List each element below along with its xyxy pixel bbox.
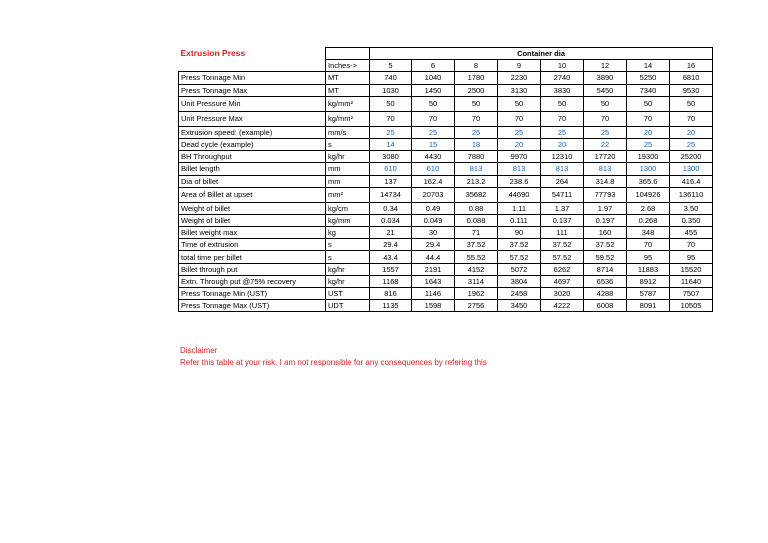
value-cell: 2230: [498, 72, 541, 84]
value-cell: 1300: [670, 163, 713, 175]
size-header-cell: 8: [455, 60, 498, 72]
value-cell: 19300: [627, 151, 670, 163]
row-label: Dia of billet: [179, 175, 326, 187]
table-row: [179, 175, 713, 187]
value-cell: 264: [541, 175, 584, 187]
value-cell: 70: [498, 111, 541, 126]
value-cell: 0.350: [670, 214, 713, 226]
value-cell: 10505: [670, 300, 713, 312]
value-cell: 136110: [670, 187, 713, 202]
value-cell: 3804: [498, 275, 541, 287]
value-cell: 8912: [627, 275, 670, 287]
row-unit: s: [326, 138, 370, 150]
value-cell: 813: [584, 163, 627, 175]
row-unit: s: [326, 239, 370, 251]
value-cell: 3114: [455, 275, 498, 287]
value-cell: 7507: [670, 288, 713, 300]
value-cell: 20: [498, 138, 541, 150]
value-cell: 15: [412, 138, 455, 150]
value-cell: 160: [584, 227, 627, 239]
table-row: [179, 126, 713, 138]
value-cell: 162.4: [412, 175, 455, 187]
value-cell: 95: [670, 251, 713, 263]
value-cell: 0.34: [370, 202, 412, 214]
value-cell: 21: [370, 227, 412, 239]
value-cell: 44690: [498, 187, 541, 202]
table-row: [179, 111, 713, 126]
row-label: Press Tonnage Min (UST): [179, 288, 326, 300]
value-cell: 43.4: [370, 251, 412, 263]
value-cell: 5250: [627, 72, 670, 84]
row-label: Unit Pressure Min: [179, 96, 326, 111]
table-title-cell: [179, 48, 326, 60]
row-label: Press Tonnage Min: [179, 72, 326, 84]
value-cell: 610: [370, 163, 412, 175]
row-unit: kg/hr: [326, 151, 370, 163]
value-cell: 104926: [627, 187, 670, 202]
row-unit: mm: [326, 175, 370, 187]
value-cell: 50: [541, 96, 584, 111]
value-cell: 15520: [670, 263, 713, 275]
table-row: [179, 84, 713, 96]
value-cell: 57.52: [498, 251, 541, 263]
value-cell: 95: [627, 251, 670, 263]
value-cell: 25: [584, 126, 627, 138]
value-cell: 1598: [412, 300, 455, 312]
value-cell: 1168: [370, 275, 412, 287]
row-label: Press Tonnage Max (UST): [179, 300, 326, 312]
table-body: [179, 48, 713, 312]
value-cell: 9530: [670, 84, 713, 96]
value-cell: 70: [455, 111, 498, 126]
row-unit: MT: [326, 72, 370, 84]
value-cell: 4222: [541, 300, 584, 312]
value-cell: 4288: [584, 288, 627, 300]
value-cell: 50: [455, 96, 498, 111]
value-cell: 17720: [584, 151, 627, 163]
value-cell: 0.034: [370, 214, 412, 226]
row-label: Billet length: [179, 163, 326, 175]
value-cell: 0.137: [541, 214, 584, 226]
row-label: Extrusion speed: (example): [179, 126, 326, 138]
value-cell: 8091: [627, 300, 670, 312]
value-cell: 348: [627, 227, 670, 239]
value-cell: 70: [412, 111, 455, 126]
value-cell: 5450: [584, 84, 627, 96]
header-blank-cell: [326, 48, 370, 60]
table-row: [179, 300, 713, 312]
table-row: [179, 288, 713, 300]
value-cell: 0.111: [498, 214, 541, 226]
size-header-cell: 16: [670, 60, 713, 72]
value-cell: 1557: [370, 263, 412, 275]
value-cell: 213.2: [455, 175, 498, 187]
value-cell: 2.68: [627, 202, 670, 214]
value-cell: 3080: [370, 151, 412, 163]
row-unit: mm: [326, 163, 370, 175]
container-dia-label: Container dia: [517, 49, 565, 59]
table-title: Extrusion Press: [180, 48, 246, 59]
disclaimer-block: [180, 345, 487, 369]
value-cell: 59.52: [584, 251, 627, 263]
value-cell: 50: [584, 96, 627, 111]
value-cell: 70: [584, 111, 627, 126]
value-cell: 77793: [584, 187, 627, 202]
value-cell: 1962: [455, 288, 498, 300]
value-cell: 20: [670, 126, 713, 138]
value-cell: 50: [498, 96, 541, 111]
value-cell: 11640: [670, 275, 713, 287]
value-cell: 4152: [455, 263, 498, 275]
value-cell: 1146: [412, 288, 455, 300]
value-cell: 0.88: [455, 202, 498, 214]
value-cell: 1.97: [584, 202, 627, 214]
size-header-cell: 10: [541, 60, 584, 72]
row-unit: kg/mm: [326, 214, 370, 226]
value-cell: 2458: [498, 288, 541, 300]
row-label: Area of Billet at upset: [179, 187, 326, 202]
value-cell: 3890: [584, 72, 627, 84]
value-cell: 6536: [584, 275, 627, 287]
table-row: [179, 239, 713, 251]
table-row: [179, 151, 713, 163]
row-unit: UST: [326, 288, 370, 300]
value-cell: 18: [455, 138, 498, 150]
row-unit: kg/mm²: [326, 111, 370, 126]
value-cell: 20703: [412, 187, 455, 202]
row-label: Weight of billet: [179, 202, 326, 214]
value-cell: 816: [370, 288, 412, 300]
container-dia-header: [370, 48, 713, 60]
row-label: Press Tonnage Max: [179, 84, 326, 96]
value-cell: 0.49: [412, 202, 455, 214]
row-unit: kg/cm: [326, 202, 370, 214]
value-cell: 70: [670, 111, 713, 126]
value-cell: 50: [670, 96, 713, 111]
units-label-cell: [326, 60, 370, 72]
value-cell: 3130: [498, 84, 541, 96]
row-label: Billet weight max: [179, 227, 326, 239]
value-cell: 14734: [370, 187, 412, 202]
row-label: Dead cycle (example): [179, 138, 326, 150]
size-header-cell: 6: [412, 60, 455, 72]
value-cell: 50: [370, 96, 412, 111]
value-cell: 12310: [541, 151, 584, 163]
row-unit: kg/hr: [326, 275, 370, 287]
value-cell: 25: [670, 138, 713, 150]
header-empty-cell: [179, 60, 326, 72]
value-cell: 3020: [541, 288, 584, 300]
table-row: [179, 138, 713, 150]
value-cell: 2191: [412, 263, 455, 275]
header-group-row: [179, 48, 713, 60]
value-cell: 3450: [498, 300, 541, 312]
value-cell: 8714: [584, 263, 627, 275]
value-cell: 455: [670, 227, 713, 239]
value-cell: 1135: [370, 300, 412, 312]
value-cell: 1030: [370, 84, 412, 96]
row-label: Time of extrusion: [179, 239, 326, 251]
row-unit: mm/s: [326, 126, 370, 138]
value-cell: 25: [541, 126, 584, 138]
value-cell: 4430: [412, 151, 455, 163]
value-cell: 813: [498, 163, 541, 175]
value-cell: 70: [627, 111, 670, 126]
value-cell: 50: [627, 96, 670, 111]
table-row: [179, 227, 713, 239]
value-cell: 2756: [455, 300, 498, 312]
value-cell: 314.8: [584, 175, 627, 187]
value-cell: 238.6: [498, 175, 541, 187]
value-cell: 0.197: [584, 214, 627, 226]
size-header-cell: 12: [584, 60, 627, 72]
value-cell: 365.6: [627, 175, 670, 187]
value-cell: 29.4: [412, 239, 455, 251]
value-cell: 1300: [627, 163, 670, 175]
value-cell: 37.52: [455, 239, 498, 251]
value-cell: 416.4: [670, 175, 713, 187]
value-cell: 37.52: [541, 239, 584, 251]
table-row: [179, 202, 713, 214]
row-unit: kg: [326, 227, 370, 239]
value-cell: 9970: [498, 151, 541, 163]
table-row: [179, 72, 713, 84]
value-cell: 25: [455, 126, 498, 138]
value-cell: 70: [627, 239, 670, 251]
row-label: Billet through put: [179, 263, 326, 275]
value-cell: 740: [370, 72, 412, 84]
value-cell: 70: [670, 239, 713, 251]
value-cell: 610: [412, 163, 455, 175]
value-cell: 37.52: [498, 239, 541, 251]
value-cell: 3830: [541, 84, 584, 96]
value-cell: 20: [541, 138, 584, 150]
disclaimer-heading: Disclaimer: [180, 346, 218, 355]
value-cell: 4697: [541, 275, 584, 287]
value-cell: 14: [370, 138, 412, 150]
table-row: [179, 96, 713, 111]
value-cell: 70: [370, 111, 412, 126]
value-cell: 5072: [498, 263, 541, 275]
value-cell: 50: [412, 96, 455, 111]
value-cell: 6262: [541, 263, 584, 275]
value-cell: 7340: [627, 84, 670, 96]
value-cell: 25: [498, 126, 541, 138]
value-cell: 813: [455, 163, 498, 175]
value-cell: 1.11: [498, 202, 541, 214]
value-cell: 22: [584, 138, 627, 150]
value-cell: 57.52: [541, 251, 584, 263]
table-row: [179, 263, 713, 275]
value-cell: 1.37: [541, 202, 584, 214]
value-cell: 1040: [412, 72, 455, 84]
table-row: [179, 187, 713, 202]
units-label: Inches->: [328, 61, 357, 71]
table-row: [179, 214, 713, 226]
row-unit: MT: [326, 84, 370, 96]
value-cell: 0.268: [627, 214, 670, 226]
value-cell: 25200: [670, 151, 713, 163]
size-header-cell: 14: [627, 60, 670, 72]
value-cell: 6008: [584, 300, 627, 312]
disclaimer-text: Refer this table at your risk. I am not responsible for any consequences by refering this: [180, 358, 487, 367]
value-cell: 25: [370, 126, 412, 138]
value-cell: 35682: [455, 187, 498, 202]
value-cell: 29.4: [370, 239, 412, 251]
value-cell: 20: [627, 126, 670, 138]
row-unit: kg/hr: [326, 263, 370, 275]
value-cell: 0.088: [455, 214, 498, 226]
value-cell: 3.50: [670, 202, 713, 214]
value-cell: 0.049: [412, 214, 455, 226]
row-unit: UDT: [326, 300, 370, 312]
extrusion-press-table: [178, 47, 713, 312]
value-cell: 1450: [412, 84, 455, 96]
value-cell: 37.52: [584, 239, 627, 251]
row-unit: mm²: [326, 187, 370, 202]
value-cell: 111: [541, 227, 584, 239]
table-row: [179, 275, 713, 287]
value-cell: 1780: [455, 72, 498, 84]
table-row: [179, 163, 713, 175]
value-cell: 6810: [670, 72, 713, 84]
size-header-cell: 5: [370, 60, 412, 72]
value-cell: 2500: [455, 84, 498, 96]
row-label: total time per billet: [179, 251, 326, 263]
value-cell: 11883: [627, 263, 670, 275]
table-row: [179, 251, 713, 263]
value-cell: 5787: [627, 288, 670, 300]
value-cell: 25: [412, 126, 455, 138]
value-cell: 71: [455, 227, 498, 239]
value-cell: 7880: [455, 151, 498, 163]
value-cell: 2740: [541, 72, 584, 84]
size-header-cell: 9: [498, 60, 541, 72]
row-label: BH Throughput: [179, 151, 326, 163]
value-cell: 90: [498, 227, 541, 239]
value-cell: 70: [541, 111, 584, 126]
value-cell: 55.52: [455, 251, 498, 263]
row-label: Weight of billet: [179, 214, 326, 226]
row-unit: s: [326, 251, 370, 263]
row-unit: kg/mm²: [326, 96, 370, 111]
value-cell: 54711: [541, 187, 584, 202]
value-cell: 813: [541, 163, 584, 175]
value-cell: 1643: [412, 275, 455, 287]
value-cell: 30: [412, 227, 455, 239]
value-cell: 44.4: [412, 251, 455, 263]
value-cell: 25: [627, 138, 670, 150]
header-size-row: [179, 60, 713, 72]
row-label: Extn. Through put @75% recovery: [179, 275, 326, 287]
row-label: Unit Pressure Max: [179, 111, 326, 126]
value-cell: 137: [370, 175, 412, 187]
